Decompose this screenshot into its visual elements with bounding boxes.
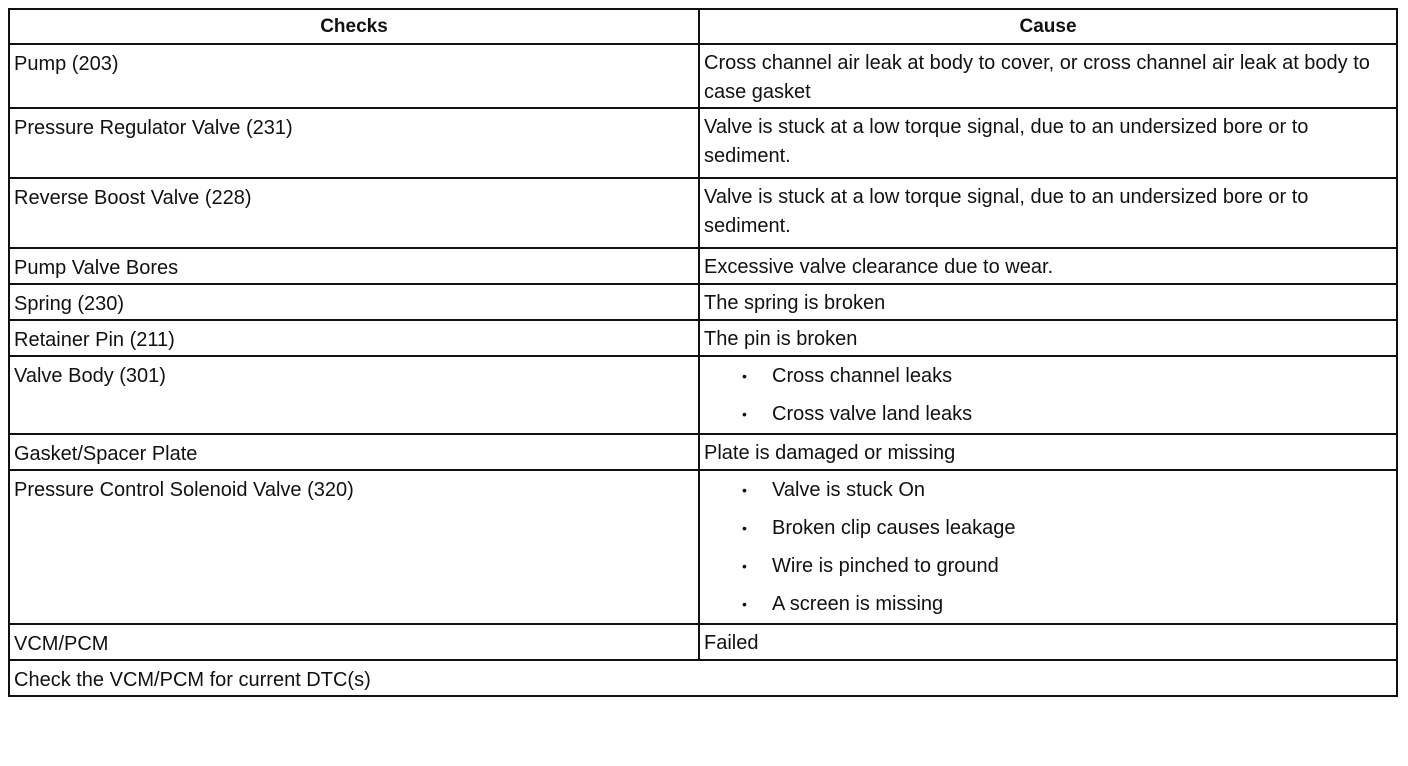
cause-cell xyxy=(699,248,1397,284)
cause-text: The pin is broken xyxy=(704,328,858,350)
cause-cell xyxy=(699,470,1397,624)
cause-cell xyxy=(699,178,1397,248)
bullet-icon: • xyxy=(742,596,747,612)
table-row xyxy=(9,108,1397,178)
check-cell xyxy=(9,248,699,284)
check-label: VCM/PCM xyxy=(14,633,109,655)
bullet-icon: • xyxy=(742,406,747,422)
cause-bullet-text: Cross valve land leaks xyxy=(772,403,973,425)
table-row xyxy=(9,624,1397,660)
cause-bullet-list xyxy=(704,357,1392,433)
cause-cell xyxy=(699,44,1397,108)
check-label: Pump Valve Bores xyxy=(14,257,179,279)
bullet-icon: • xyxy=(742,520,747,536)
list-item xyxy=(742,357,1392,395)
table-row xyxy=(9,434,1397,470)
cause-cell xyxy=(699,624,1397,660)
diagnostic-document xyxy=(8,8,1396,697)
bullet-icon: • xyxy=(742,482,747,498)
header-checks: Checks xyxy=(9,9,699,44)
table-row xyxy=(9,248,1397,284)
check-label: Pressure Control Solenoid Valve (320) xyxy=(14,479,354,501)
cause-cell xyxy=(699,356,1397,434)
check-cell xyxy=(9,624,699,660)
check-cell xyxy=(9,108,699,178)
check-cell xyxy=(9,470,699,624)
table-row xyxy=(9,356,1397,434)
table-row xyxy=(9,44,1397,108)
check-label: Retainer Pin (211) xyxy=(14,329,175,351)
cause-cell xyxy=(699,434,1397,470)
cause-bullet-list xyxy=(704,471,1392,623)
list-item xyxy=(742,585,1392,623)
cause-bullet-text: Cross channel leaks xyxy=(772,365,953,387)
check-label: Gasket/Spacer Plate xyxy=(14,443,198,465)
table-row xyxy=(9,178,1397,248)
header-cause: Cause xyxy=(699,9,1397,44)
table-row xyxy=(9,320,1397,356)
bullet-icon: • xyxy=(742,368,747,384)
cause-cell xyxy=(699,284,1397,320)
footer-cell xyxy=(9,660,1397,696)
cause-text: Valve is stuck at a low torque signal, due to an undersized bore or to sediment. xyxy=(704,116,1309,167)
cause-bullet-text: Wire is pinched to ground xyxy=(772,555,999,577)
table-footer-row xyxy=(9,660,1397,696)
check-label: Pump (203) xyxy=(14,53,119,75)
cause-bullet-text: Broken clip causes leakage xyxy=(772,517,1016,539)
cause-text: Failed xyxy=(704,632,759,654)
list-item xyxy=(742,509,1392,547)
check-label: Valve Body (301) xyxy=(14,365,166,387)
check-label: Reverse Boost Valve (228) xyxy=(14,187,252,209)
cause-cell xyxy=(699,320,1397,356)
check-cell xyxy=(9,178,699,248)
list-item xyxy=(742,547,1392,585)
checks-cause-table xyxy=(8,8,1398,697)
cause-cell xyxy=(699,108,1397,178)
check-label: Pressure Regulator Valve (231) xyxy=(14,117,293,139)
cause-bullet-text: A screen is missing xyxy=(772,593,944,615)
check-cell xyxy=(9,356,699,434)
check-cell xyxy=(9,320,699,356)
check-cell xyxy=(9,434,699,470)
cause-text: Cross channel air leak at body to cover, or cross channel air leak at body to case gasket xyxy=(704,52,1370,103)
footer-note: Check the VCM/PCM for current DTC(s) xyxy=(14,669,371,691)
cause-text: Excessive valve clearance due to wear. xyxy=(704,256,1054,278)
check-cell xyxy=(9,284,699,320)
check-label: Spring (230) xyxy=(14,293,125,315)
table-row xyxy=(9,284,1397,320)
cause-bullet-text: Valve is stuck On xyxy=(772,479,926,501)
table-row xyxy=(9,470,1397,624)
list-item xyxy=(742,471,1392,509)
cause-text: Plate is damaged or missing xyxy=(704,442,956,464)
list-item xyxy=(742,395,1392,433)
bullet-icon: • xyxy=(742,558,747,574)
check-cell xyxy=(9,44,699,108)
cause-text: The spring is broken xyxy=(704,292,886,314)
table-header-row xyxy=(9,9,1397,44)
cause-text: Valve is stuck at a low torque signal, due to an undersized bore or to sediment. xyxy=(704,186,1309,237)
